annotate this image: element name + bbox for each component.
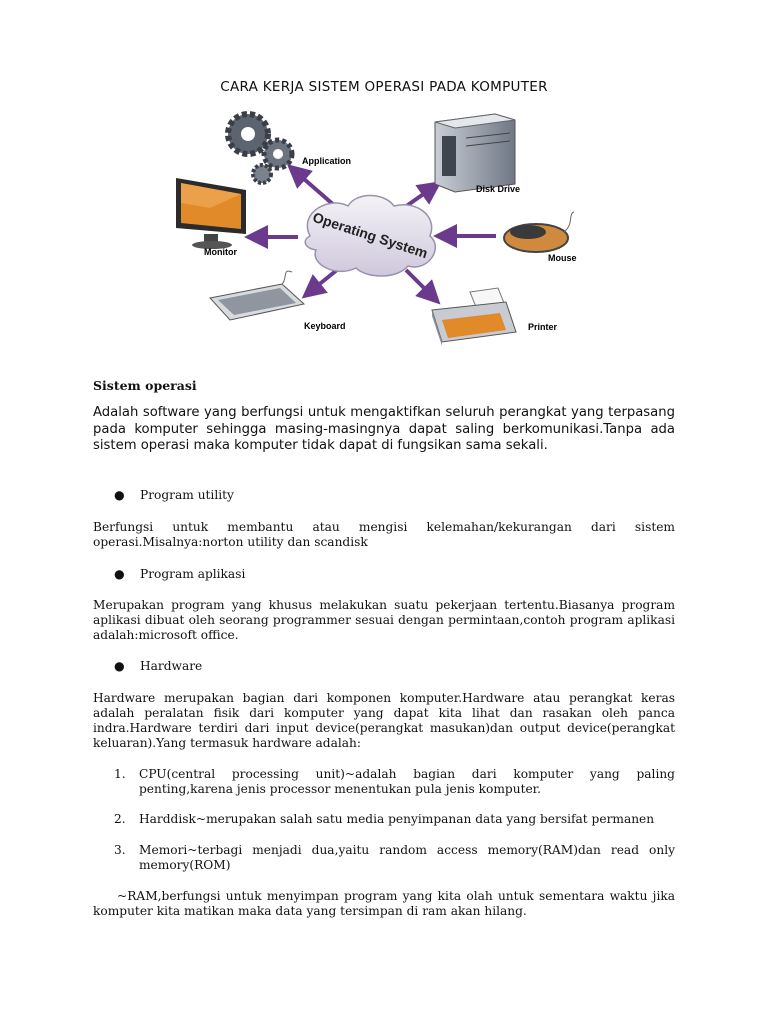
label-printer: Printer xyxy=(528,322,558,332)
bullet-label: Program utility xyxy=(140,488,234,502)
bullet-program-aplikasi xyxy=(114,567,245,582)
monitor-icon xyxy=(176,178,246,249)
keyboard-icon xyxy=(210,271,304,320)
arrow-printer xyxy=(406,270,432,296)
label-application: Application xyxy=(302,156,351,166)
bullet-label: Program aplikasi xyxy=(140,567,246,581)
bullet-hardware xyxy=(114,659,202,674)
list-number: 2. xyxy=(114,812,126,826)
paragraph-program-utility: Berfungsi untuk membantu atau mengisi kelemahan/kekurangan dari sistem operasi.Misalnya:norton utility dan scandisk xyxy=(93,520,675,549)
list-number: 1. xyxy=(114,767,126,781)
mouse-icon xyxy=(504,212,574,252)
label-keyboard: Keyboard xyxy=(304,321,346,331)
bullet-program-utility xyxy=(114,488,234,503)
bullet-dot-icon: ● xyxy=(114,567,125,581)
paragraph-hardware: Hardware merupakan bagian dari komponen komputer.Hardware atau perangkat keras adalah peralatan fisik dari komputer yang dapat kita lihat dan rasakan oleh panca indra.Hardware terdiri dari input device(perangkat masukan)dan output device(perangkat keluaran).Yang termasuk hardware adalah: xyxy=(93,691,675,750)
list-text: Memori~terbagi menjadi dua,yaitu random access memory(RAM)dan read only memory(ROM) xyxy=(139,843,675,872)
printer-icon xyxy=(432,288,516,346)
bullet-dot-icon: ● xyxy=(114,488,125,502)
label-monitor: Monitor xyxy=(204,247,237,257)
list-item-cpu xyxy=(114,767,675,797)
arrow-application xyxy=(296,172,335,206)
disk-drive-icon xyxy=(435,114,515,192)
operating-system-cloud xyxy=(305,196,435,277)
diagram-center-label: Operating System xyxy=(310,208,430,262)
list-item-memori xyxy=(114,843,675,873)
os-diagram xyxy=(170,108,600,360)
list-item-harddisk xyxy=(114,812,675,827)
application-icon xyxy=(228,114,292,183)
bullet-label: Hardware xyxy=(140,659,203,673)
bullet-dot-icon: ● xyxy=(114,659,125,673)
label-disk-drive: Disk Drive xyxy=(476,184,521,194)
intro-paragraph: Adalah software yang berfungsi untuk mengaktifkan seluruh perangkat yang terpasang pada komputer sehingga masing-masingnya dapat saling berkomunikasi.Tanpa ada sistem operasi maka komputer tidak dapat di fungsikan sama sekali. xyxy=(93,405,675,453)
section-heading: Sistem operasi xyxy=(93,378,197,393)
list-text: CPU(central processing unit)~adalah bagian dari komputer yang paling penting,karena jenis processor menentukan pula jenis komputer. xyxy=(139,767,675,796)
label-mouse: Mouse xyxy=(548,253,577,263)
page-title: CARA KERJA SISTEM OPERASI PADA KOMPUTER xyxy=(220,79,548,95)
ram-note: ~RAM,berfungsi untuk menyimpan program yang kita olah untuk sementara waktu jika komputer kita matikan maka data yang tersimpan di ram akan hilang. xyxy=(93,889,675,918)
list-number: 3. xyxy=(114,843,126,857)
paragraph-program-aplikasi: Merupakan program yang khusus melakukan suatu pekerjaan tertentu.Biasanya program aplikasi dibuat oleh seorang programmer sesuai dengan permintaan,contoh program aplikasi adalah:microsoft office. xyxy=(93,598,675,642)
list-text: Harddisk~merupakan salah satu media penyimpanan data yang bersifat permanen xyxy=(139,812,655,826)
